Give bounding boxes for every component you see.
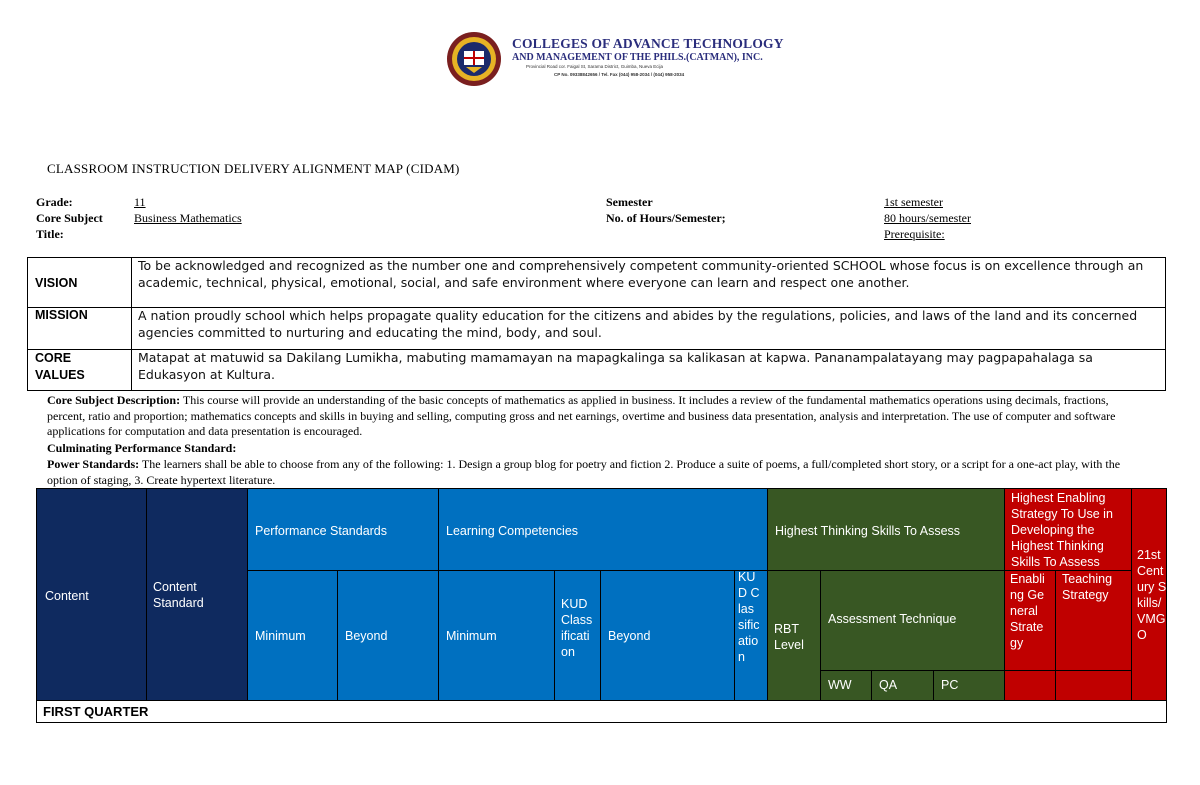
document-title: CLASSROOM INSTRUCTION DELIVERY ALIGNMENT MAP (CIDAM) bbox=[47, 161, 460, 176]
vision-mission-table bbox=[27, 257, 1166, 391]
core-subject-description bbox=[47, 393, 1147, 440]
performance-standards-label: Performance Standards bbox=[255, 524, 388, 538]
mission-label: MISSION bbox=[28, 308, 132, 350]
rbt-level bbox=[767, 570, 821, 701]
core-desc-label: Core Subject Description: bbox=[47, 393, 181, 407]
power-text: The learners shall be able to choose from any of the following: 1. Design a group blog for poetry and fiction 2. Produce a suite of poems, a full/completed short story, or a script for a one-act play, with the option of staging, 3. Create hypertext literature. bbox=[47, 457, 1121, 487]
core-subject-value: Business Mathematics bbox=[134, 211, 242, 225]
teaching-strategy bbox=[1055, 570, 1132, 671]
header-21st-century bbox=[1131, 488, 1167, 701]
highest-enabling-label: Highest Enabling Strategy To Use in Developing the Highest Thinking Skills To Assess bbox=[1011, 491, 1113, 569]
kud-classification-2-label: KUD Classification bbox=[738, 570, 760, 664]
mission-row bbox=[28, 308, 1166, 350]
kud-classification-1-label: KUD Classification bbox=[561, 597, 593, 659]
core-values-label bbox=[28, 350, 132, 391]
qa-label: QA bbox=[879, 678, 898, 692]
perf-minimum-label: Minimum bbox=[255, 629, 306, 643]
college-contact: CP No. 09338842656 / Tel. Fax (044) 958-2034 / (044) 958-2034 bbox=[554, 72, 685, 77]
power-label: Power Standards: bbox=[47, 457, 140, 471]
first-quarter-row bbox=[36, 700, 1167, 723]
header-content bbox=[36, 488, 147, 701]
highest-thinking-label: Highest Thinking Skills To Assess bbox=[775, 524, 961, 538]
core-values-label-line2: VALUES bbox=[35, 368, 85, 382]
core-subject-label: Core Subject bbox=[36, 211, 103, 225]
core-values-label-line1: CORE bbox=[35, 351, 72, 365]
prerequisite-label: Prerequisite: bbox=[884, 227, 945, 241]
header-content-standard bbox=[146, 488, 248, 701]
header-performance-standards bbox=[247, 488, 439, 571]
assessment-qa bbox=[871, 670, 934, 701]
lc-minimum-label: Minimum bbox=[446, 629, 497, 643]
content-label: Content bbox=[45, 589, 89, 603]
header-learning-competencies bbox=[438, 488, 768, 571]
lc-minimum bbox=[438, 570, 555, 701]
college-name: COLLEGES OF ADVANCE TECHNOLOGY bbox=[512, 36, 784, 51]
assessment-ww bbox=[820, 670, 872, 701]
core-values-text: Matapat at matuwid sa Dakilang Lumikha, mabuting mamamayan na mapagkalinga sa kalikasan at kapwa. Pananampalatayang may pagpapahalaga sa Edukasyon at Kultura. bbox=[132, 350, 1166, 391]
21st-century-label: 21st Century Skills/VMGO bbox=[1137, 548, 1167, 642]
pc-label: PC bbox=[941, 678, 959, 692]
college-subtitle: AND MANAGEMENT OF THE PHILS.(CATMAN), INC. bbox=[512, 52, 763, 63]
mission-text: A nation proudly school which helps propagate quality education for the citizens and abides by the regulations, policies, and laws of the land and its concerned agencies committed to nurturing and educating the mind, body, and soul. bbox=[132, 308, 1166, 350]
teaching-empty-cell bbox=[1055, 670, 1132, 701]
header-highest-thinking bbox=[767, 488, 1005, 571]
culminating-label: Culminating Performance Standard: bbox=[47, 441, 237, 455]
assessment-pc bbox=[933, 670, 1005, 701]
learning-competencies-label: Learning Competencies bbox=[446, 524, 579, 538]
semester-value: 1st semester bbox=[884, 195, 943, 209]
culminating-standard bbox=[47, 441, 1147, 457]
grade-value: 11 bbox=[134, 195, 146, 209]
perf-beyond-label: Beyond bbox=[345, 629, 388, 643]
hours-value: 80 hours/semester bbox=[884, 211, 971, 225]
enabling-general-strategy bbox=[1004, 570, 1056, 671]
enabling-general-strategy-label: Enabling General Strategy bbox=[1010, 572, 1045, 650]
hours-label: No. of Hours/Semester; bbox=[606, 211, 726, 225]
enabling-empty-cell bbox=[1004, 670, 1056, 701]
rbt-level-label: RBT Level bbox=[774, 622, 804, 652]
assessment-technique bbox=[820, 570, 1005, 671]
vision-label: VISION bbox=[28, 258, 132, 308]
lc-kud-1 bbox=[554, 570, 601, 701]
vision-text: To be acknowledged and recognized as the number one and comprehensively competent community-oriented SCHOOL whose focus is on excellence through an academic, technical, physical, emotional, social, and safe environment where everyone can learn and respect one another. bbox=[132, 258, 1166, 308]
perf-beyond bbox=[337, 570, 439, 701]
vision-row bbox=[28, 258, 1166, 308]
content-standard-label: Content Standard bbox=[153, 580, 204, 610]
college-seal-logo bbox=[446, 31, 502, 87]
ww-label: WW bbox=[828, 678, 852, 692]
teaching-strategy-label: Teaching Strategy bbox=[1062, 572, 1113, 602]
college-address: Provincial Road cor. Faigal St, Sarama District, Guimba, Nueva Ecija bbox=[526, 64, 664, 69]
core-desc-text: This course will provide an understanding of the basic concepts of mathematics as applied in business. It includes a review of the fundamental mathematics operations using decimals, fractions, percent, ratio and proportion; mathematics concepts and skills in buying and selling, computing gross and net earnings, overtime and business data presentation, analysis and interpretation. The use of computer and software applications for computation and data presentation is encouraged. bbox=[47, 393, 1116, 438]
grade-label: Grade: bbox=[36, 195, 73, 209]
cidam-grid bbox=[36, 488, 1167, 723]
power-standards bbox=[47, 457, 1147, 488]
title-label: Title: bbox=[36, 227, 64, 241]
college-header bbox=[446, 31, 784, 87]
lc-kud-2 bbox=[734, 570, 768, 701]
first-quarter-label: FIRST QUARTER bbox=[43, 704, 149, 719]
assessment-technique-label: Assessment Technique bbox=[828, 612, 957, 626]
semester-label: Semester bbox=[606, 195, 653, 209]
perf-minimum bbox=[247, 570, 338, 701]
header-highest-enabling bbox=[1004, 488, 1132, 571]
core-values-row bbox=[28, 350, 1166, 391]
lc-beyond-label: Beyond bbox=[608, 629, 651, 643]
lc-beyond bbox=[600, 570, 735, 701]
